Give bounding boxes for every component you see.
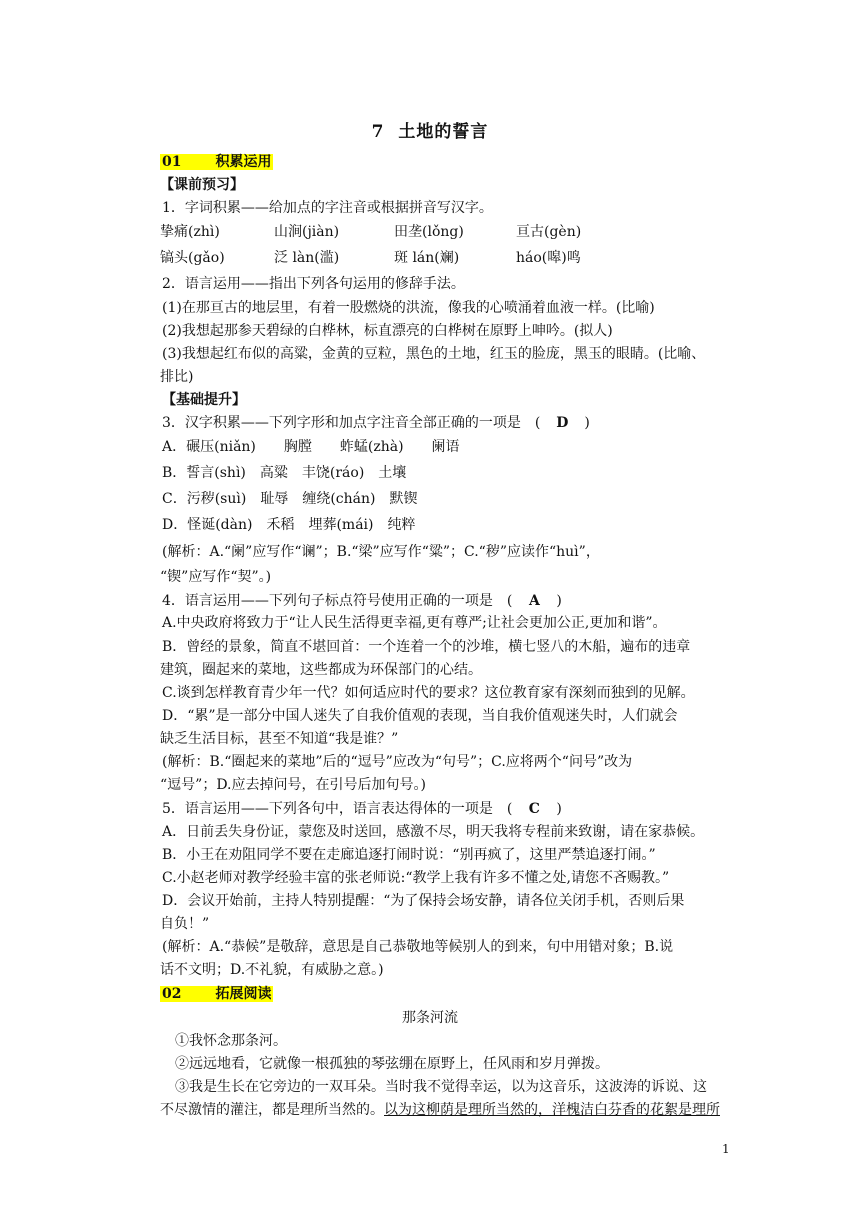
q2-prompt: 2．语言运用——指出下列各句运用的修辞手法。 bbox=[162, 276, 465, 292]
q3-option-a: A．碾压(niǎn) 胸膛 蚱蜢(zhà) 阑语 bbox=[162, 439, 460, 455]
q4-explanation-1: (解析：B.“圈起来的菜地”后的“逗号”应改为“句号”；C.应将两个“问号”改为 bbox=[162, 754, 633, 770]
section-heading-2: 02 拓展阅读 bbox=[162, 986, 272, 1002]
section-heading-1: 01 积累运用 bbox=[162, 154, 272, 170]
q5-explanation-1: (解析：A.“恭候”是敬辞，意思是自己恭敬地等候别人的到来，句中用错对象；B.说 bbox=[162, 939, 674, 955]
q5-explanation-2: 话不文明；D.不礼貌，有威胁之意。) bbox=[160, 962, 384, 978]
q4-option-a: A.中央政府将致力于“让人民生活得更幸福,更有尊严;让社会更加公正,更加和谐”。 bbox=[162, 615, 667, 631]
q5-prompt: 5．语言运用——下列各句中，语言表达得体的一项是 ( C ) bbox=[162, 801, 562, 817]
q4-option-d-2: 缺乏生活目标，甚至不知道“我是谁？” bbox=[160, 731, 399, 747]
q2-sentence-3a: (3)我想起红布似的高粱，金黄的豆粒，黑色的土地，红玉的脸庞，黑玉的眼睛。(比喻、 bbox=[162, 346, 706, 362]
reading-paragraph-3b: 不尽激情的灌注，都是理所当然的。以为这柳荫是理所当然的，洋槐洁白芬香的花絮是理所 bbox=[160, 1102, 720, 1118]
reading-paragraph-2: ②远远地看，它就像一根孤独的琴弦绷在原野上，任风雨和岁月弹拨。 bbox=[175, 1056, 609, 1072]
preview-header: 【课前预习】 bbox=[160, 177, 244, 193]
lesson-number: 7 bbox=[371, 122, 385, 142]
underlined-sentence: 以为这柳荫是理所当然的，洋槐洁白芬香的花絮是理所 bbox=[384, 1102, 720, 1118]
reading-paragraph-1: ①我怀念那条河。 bbox=[175, 1033, 287, 1049]
basic-header: 【基础提升】 bbox=[162, 392, 246, 408]
q3-option-d: D．怪诞(dàn) 禾稻 埋葬(mái) 纯粹 bbox=[162, 517, 416, 533]
lesson-title: 土地的誓言 bbox=[398, 122, 489, 142]
q1-prompt: 1．字词积累——给加点的字注音或根据拼音写汉字。 bbox=[162, 200, 493, 216]
q2-sentence-1: (1)在那亘古的地层里，有着一股燃烧的洪流，像我的心喷涌着血液一样。(比喻) bbox=[162, 300, 655, 316]
q3-option-c: C．污秽(suì) 耻辱 缠绕(chán) 默锲 bbox=[162, 491, 418, 507]
q4-option-d-1: D．“累”是一部分中国人迷失了自我价值观的表现，当自我价值观迷失时，人们就会 bbox=[162, 708, 678, 724]
page-number: 1 bbox=[722, 1142, 730, 1156]
reading-paragraph-3a: ③我是生长在它旁边的一双耳朵。当时我不觉得幸运，以为这音乐，这波涛的诉说、这 bbox=[175, 1079, 707, 1095]
q5-option-c: C.小赵老师对教学经验丰富的张老师说:“教学上我有许多不懂之处,请您不吝赐教。” bbox=[162, 870, 670, 886]
q1-row1: 挚痛(zhì) 山涧(jiàn) 田垄(lǒng) 亘古(gèn) bbox=[160, 224, 582, 240]
q4-option-c: C.谈到怎样教育青少年一代？如何适应时代的要求？这位教育家有深刻而独到的见解。 bbox=[162, 685, 695, 701]
q2-sentence-2: (2)我想起那参天碧绿的白桦林，标直漂亮的白桦树在原野上呻吟。(拟人) bbox=[162, 323, 613, 339]
q5-answer: C bbox=[528, 801, 540, 817]
q5-option-a: A．日前丢失身份证，蒙您及时送回，感激不尽，明天我将专程前来致谢，请在家恭候。 bbox=[162, 824, 705, 840]
q5-option-b: B．小王在劝阻同学不要在走廊追逐打闹时说：“别再疯了，这里严禁追逐打闹。” bbox=[162, 847, 656, 863]
q3-answer: D bbox=[556, 415, 569, 431]
q3-explanation-2: “锲”应写作“契”。) bbox=[160, 569, 272, 585]
q4-option-b-1: B．曾经的景象，简直不堪回首：一个连着一个的沙堆，横七竖八的木船，遍布的违章 bbox=[162, 639, 691, 655]
q4-prompt: 4．语言运用——下列句子标点符号使用正确的一项是 ( A ) bbox=[162, 593, 562, 609]
reading-title: 那条河流 bbox=[402, 1010, 458, 1026]
q4-option-b-2: 建筑，圈起来的菜地，这些都成为环保部门的心结。 bbox=[160, 662, 482, 678]
q3-prompt: 3．汉字积累——下列字形和加点字注音全部正确的一项是 ( D ) bbox=[162, 415, 590, 431]
q5-option-d-2: 自负！” bbox=[160, 916, 210, 932]
q1-row2: 镐头(gǎo) 泛 làn(滥) 斑 lán(斓) háo(嗥)鸣 bbox=[160, 250, 581, 266]
q5-option-d-1: D．会议开始前，主持人特别提醒：“为了保持会场安静，请各位关闭手机，否则后果 bbox=[162, 893, 685, 909]
q4-explanation-2: “逗号”；D.应去掉问号，在引号后加句号。) bbox=[160, 777, 426, 793]
q3-option-b: B．誓言(shì) 高粱 丰饶(ráo) 土壤 bbox=[162, 465, 407, 481]
q4-answer: A bbox=[528, 593, 540, 609]
q2-sentence-3b: 排比) bbox=[160, 369, 194, 385]
q3-explanation-1: (解析：A.“阑”应写作“谰”；B.“梁”应写作“粱”；C.“秽”应读作“huì”， bbox=[162, 544, 600, 560]
page-title bbox=[0, 117, 860, 142]
